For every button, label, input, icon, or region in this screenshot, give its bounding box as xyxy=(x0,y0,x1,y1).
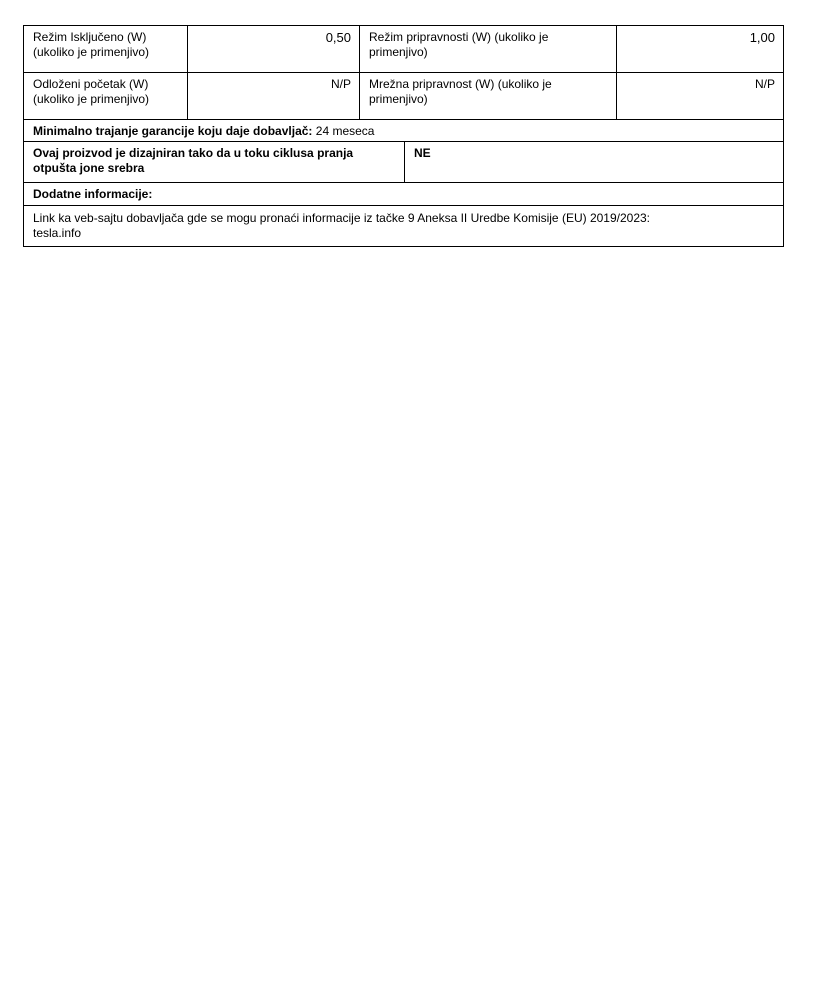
table-row xyxy=(24,206,783,246)
warranty-cell xyxy=(24,120,783,141)
network-standby-label: Mrežna pripravnost (W) (ukoliko je primenjivo) xyxy=(359,73,616,119)
silver-ions-label: Ovaj proizvod je dizajniran tako da u toku ciklusa pranja otpušta jone srebra xyxy=(33,146,354,175)
additional-info-label: Dodatne informacije: xyxy=(33,187,153,201)
silver-ions-value: NE xyxy=(404,142,783,182)
delay-start-value: N/P xyxy=(187,73,359,119)
supplier-link-text: Link ka veb-sajtu dobavljača gde se mogu pronaći informacije iz tačke 9 Aneksa II Uredbe Komisije (EU) 2019/2023: xyxy=(33,211,650,225)
table-row xyxy=(24,183,783,206)
table-row xyxy=(24,142,783,183)
warranty-value: 24 meseca xyxy=(315,124,375,138)
standby-label: Režim pripravnosti (W) (ukoliko je primenjivo) xyxy=(359,26,616,72)
network-standby-value: N/P xyxy=(616,73,783,119)
table-row xyxy=(24,26,783,73)
off-mode-label: Režim Isključeno (W) (ukoliko je primenjivo) xyxy=(33,30,150,59)
standby-value: 1,00 xyxy=(616,26,783,72)
supplier-link-cell xyxy=(24,206,783,246)
product-info-table xyxy=(23,25,784,247)
warranty-label: Minimalno trajanje garancije koju daje dobavljač: xyxy=(33,124,313,138)
off-mode-value xyxy=(187,26,359,72)
table-row xyxy=(24,73,783,120)
table-row xyxy=(24,120,783,142)
off-mode-value-text: 0,50 xyxy=(325,30,351,45)
supplier-link[interactable]: tesla.info xyxy=(33,226,82,240)
delay-start-label: Odloženi početak (W) (ukoliko je primenjivo) xyxy=(33,77,150,106)
